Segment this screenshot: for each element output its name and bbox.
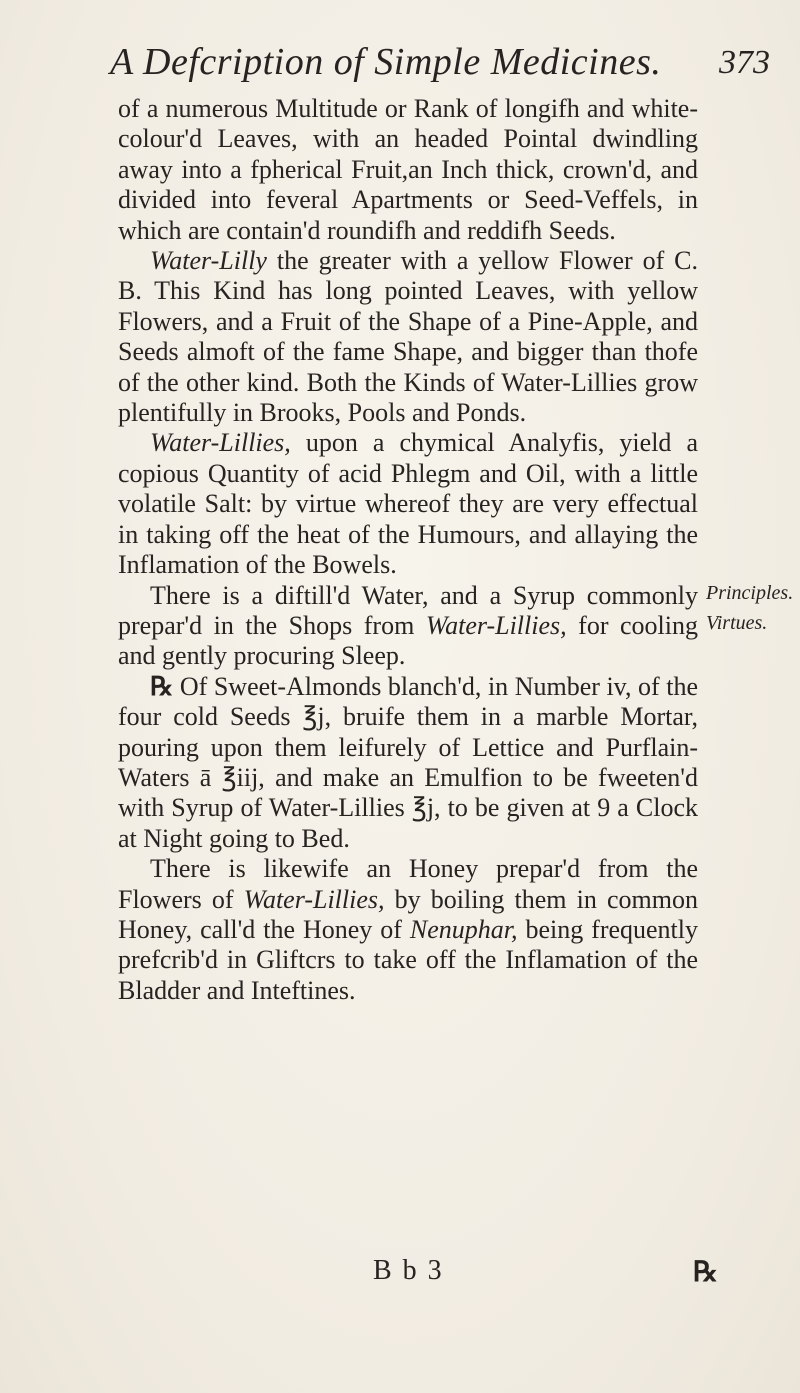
catchword: ℞ bbox=[692, 1257, 718, 1288]
recipe-sign: ℞ bbox=[150, 671, 174, 701]
page-footer bbox=[118, 1255, 738, 1295]
entry-term: Water-Lilly bbox=[150, 246, 267, 276]
page-number: 373 bbox=[719, 44, 770, 81]
paragraph-seed-description: of a numerous Multitude or Rank of longifh and white-colour'd Leaves, with an headed Pointal dwindling away into a fpherical Fruit,an Inch thick, crown'd, and divided into feveral Apartments or Seed-Veffels, in which are contain'd roundifh and reddifh Seeds. bbox=[118, 94, 698, 245]
signature-mark: B b 3 bbox=[373, 1255, 444, 1286]
paragraph-honey: There is likewife an Honey prepar'd from the Flowers of Water-Lillies, by boiling them in common Honey, call'd the Honey of Nenuphar, being frequently prefcrib'd in Gliftcrs to take off the Inflamation of the Bladder and Inteftines. bbox=[118, 854, 699, 1005]
page-header bbox=[110, 40, 770, 90]
entry-term: Water-Lillies, bbox=[150, 428, 291, 458]
margin-note-virtues: Virtues. bbox=[706, 612, 768, 634]
margin-note-principles: Principles. bbox=[706, 582, 794, 604]
paragraph-distilled-water: There is a diftill'd Water, and a Syrup commonly prepar'd in the Shops from Water-Lillies, for cooling and gently procuring Sleep. bbox=[118, 580, 698, 671]
running-title: A Defcription of Simple Medicines. bbox=[110, 41, 662, 83]
paragraph-recipe: ℞ Of Sweet-Almonds blanch'd, in Number iv, of the four cold Seeds ℥j, bruife them in a marble Mortar, pouring upon them leifurely of Lettice and Purflain-Waters ā ℥iij, and make an Emulfion to be fweeten'd with Syrup of Water-Lillies ℥j, to be given at 9 a Clock at Night going to Bed. bbox=[118, 671, 698, 853]
body-text bbox=[118, 94, 698, 1006]
paragraph-water-lilly-greater: Water-Lilly the greater with a yellow Flower of C. B. This Kind has long pointed Leaves, with yellow Flowers, and a Fruit of the Shape of a Pine-Apple, and Seeds almoft of the fame Shape, and bigger than thofe of the other kind. Both the Kinds of Water-Lillies grow plentifully in Brooks, Pools and Ponds. bbox=[118, 246, 698, 428]
paragraph-principles: Water-Lillies, upon a chymical Analyfis, yield a copious Quantity of acid Phlegm and Oil, with a little volatile Salt: by virtue whereof they are very effectual in taking off the heat of the Humours, and allaying the Inflamation of the Bowels. bbox=[118, 428, 698, 580]
